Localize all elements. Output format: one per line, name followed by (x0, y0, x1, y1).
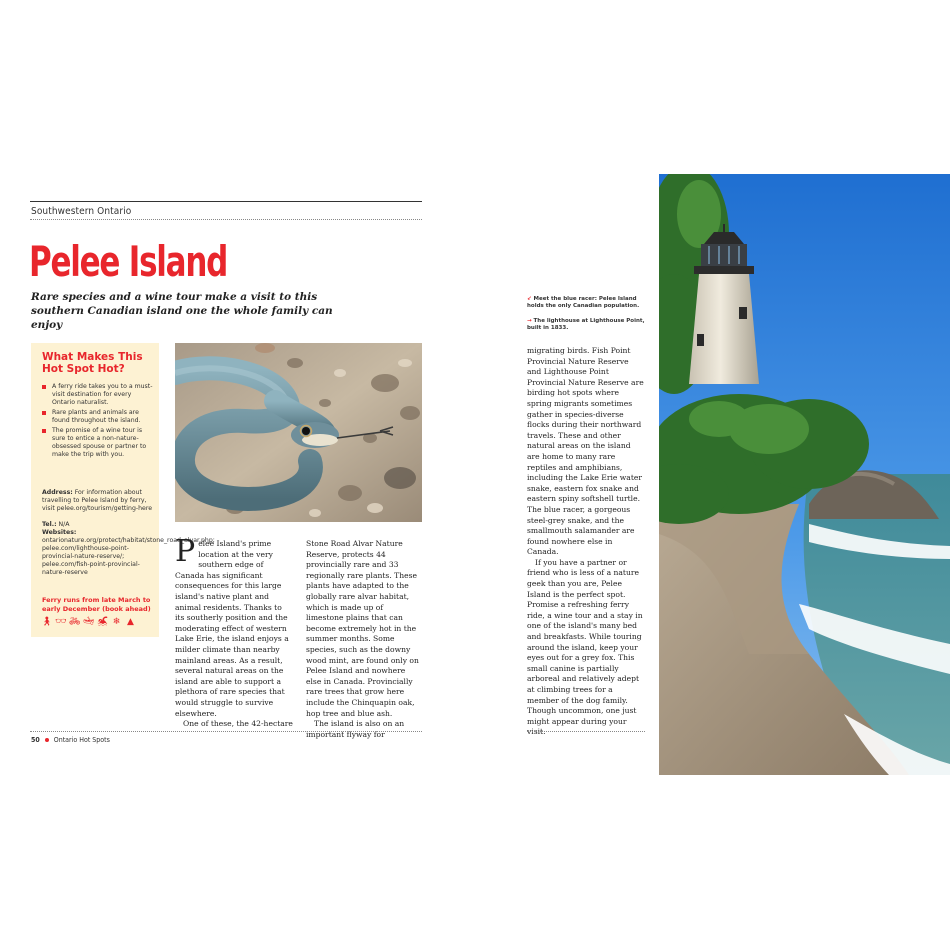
footer-dotted-rule (30, 731, 422, 732)
binoculars-icon: 👓︎ (55, 617, 67, 627)
sidebar-bullet-list (42, 383, 154, 461)
lighthouse-photo (659, 174, 950, 775)
body-paragraph: One of these, the 42-hectare (183, 719, 293, 729)
header-dotted-rule (30, 219, 422, 220)
activity-icons (41, 617, 136, 628)
body-paragraph: Stone Road Alvar Nature Reserve, protects 44 provincially rare and 33 regionally rare plants. These plants have adapted to the globally rare alvar habitat, which is made up of limestone plains that can become extremely hot in the summer months. Some species, such as the downy wood mint, are found only on Pelee Island and nowhere else in Canada. Provincially rare trees that grow here include the Chinquapin oak, hop tree and blue ash. (306, 539, 419, 718)
ferry-note: Ferry runs from late March to early December (book ahead) (42, 596, 151, 613)
section-label: Southwestern Ontario (31, 206, 132, 217)
caption-arrow-icon: ↙ (527, 296, 532, 302)
blue-racer-photo (175, 343, 422, 522)
article-subtitle: Rare species and a wine tour make a visit to this southern Canadian island one the whole family can enjoy (31, 291, 333, 331)
tel-text: N/A (58, 521, 70, 528)
header-rule (30, 201, 422, 202)
paddling-icon: 🛶︎ (83, 617, 95, 627)
page-footer (31, 736, 110, 744)
body-paragraph: migrating birds. Fish Point Provincial Nature Reserve and Lighthouse Point Provincial Nature Reserve are birding hot spots where spring migrants sometimes gather in species-diverse flocks during their northward travels. These and other natural areas on the island are home to many rare reptiles and amphibians, including the Lake Erie water snake, eastern fox snake and eastern spiny softshell turtle. The blue racer, a gorgeous steel-grey snake, and the smallmouth salamander are found nowhere else in Canada. (527, 346, 644, 557)
body-paragraph: The island is also on an important flyway for (306, 719, 405, 739)
footer-dot (45, 738, 49, 742)
caption-arrow-icon: → (527, 318, 532, 324)
sidebar-heading: What Makes This Hot Spot Hot? (42, 351, 143, 375)
caption-snake (527, 296, 645, 310)
body-paragraph: elee Island's prime location at the very southern edge of Canada has significant consequences for this large island's native plant and animal residents. Thanks to its southerly position and the moderating effect of western Lake Erie, the island enjoys a milder climate than nearby mainland areas. As a result, several natural areas on the island are able to support a plethora of rare species that would struggle to survive elsewhere. (175, 539, 289, 718)
camping-icon: ▲ (127, 617, 134, 627)
footer-dotted-rule-right (527, 731, 645, 732)
swimming-icon: 🏊︎ (97, 617, 109, 627)
sidebar-bullet: The promise of a wine tour is sure to entice a non-nature-obsessed spouse or partner to make the trip with you. (42, 427, 154, 459)
tel-label: Tel.: (42, 521, 57, 528)
websites-label: Websites: (42, 529, 77, 536)
sidebar-bullet: Rare plants and animals are found throughout the island. (42, 409, 154, 425)
caption-text: Meet the blue racer: Pelee Island holds the only Canadian population. (527, 296, 640, 309)
article-title: Pelee Island (29, 237, 228, 286)
body-column-2 (306, 539, 422, 740)
sidebar-address (42, 489, 154, 513)
caption-lighthouse (527, 318, 645, 332)
book-title: Ontario Hot Spots (53, 736, 110, 744)
body-paragraph: If you have a partner or friend who is less of a nature geek than you are, Pelee Island is the perfect spot. Promise a refreshing ferry ride, a wine tour and a stay in one of the island's many bed and breakfasts. While touring around the island, keep your eyes out for a grey fox. This small canine is partially arboreal and relatively adept at climbing trees for a member of the dog family. Though uncommon, one just might appear during your visit. (527, 557, 643, 737)
body-column-1 (175, 534, 293, 730)
body-column-3 (527, 346, 645, 738)
caption-text: The lighthouse at Lighthouse Point, built in 1833. (527, 318, 645, 331)
address-label: Address: (42, 489, 73, 496)
hot-spot-sidebar (31, 343, 215, 637)
snowshoe-icon: ❄︎ (112, 617, 121, 627)
websites-text: ontarionature.org/protect/habitat/stone_road_alvar.php; pelee.com/lighthouse-point-provincial-nature-reserve/; pelee.com/fish-point-provincial-nature-reserve (42, 537, 215, 576)
sidebar-tel (42, 521, 154, 529)
dropcap: P (175, 534, 196, 569)
sidebar-bullet: A ferry ride takes you to a must-visit destination for every Ontario naturalist. (42, 383, 154, 407)
sidebar-websites (42, 529, 215, 577)
page-number: 50 (31, 736, 40, 744)
cycling-icon: 🚲︎ (69, 617, 81, 627)
address-text: For information about travelling to Pelee Island by ferry, visit pelee.org/tourism/getting-here (42, 489, 153, 512)
hiking-icon: 🚶︎ (41, 617, 53, 627)
